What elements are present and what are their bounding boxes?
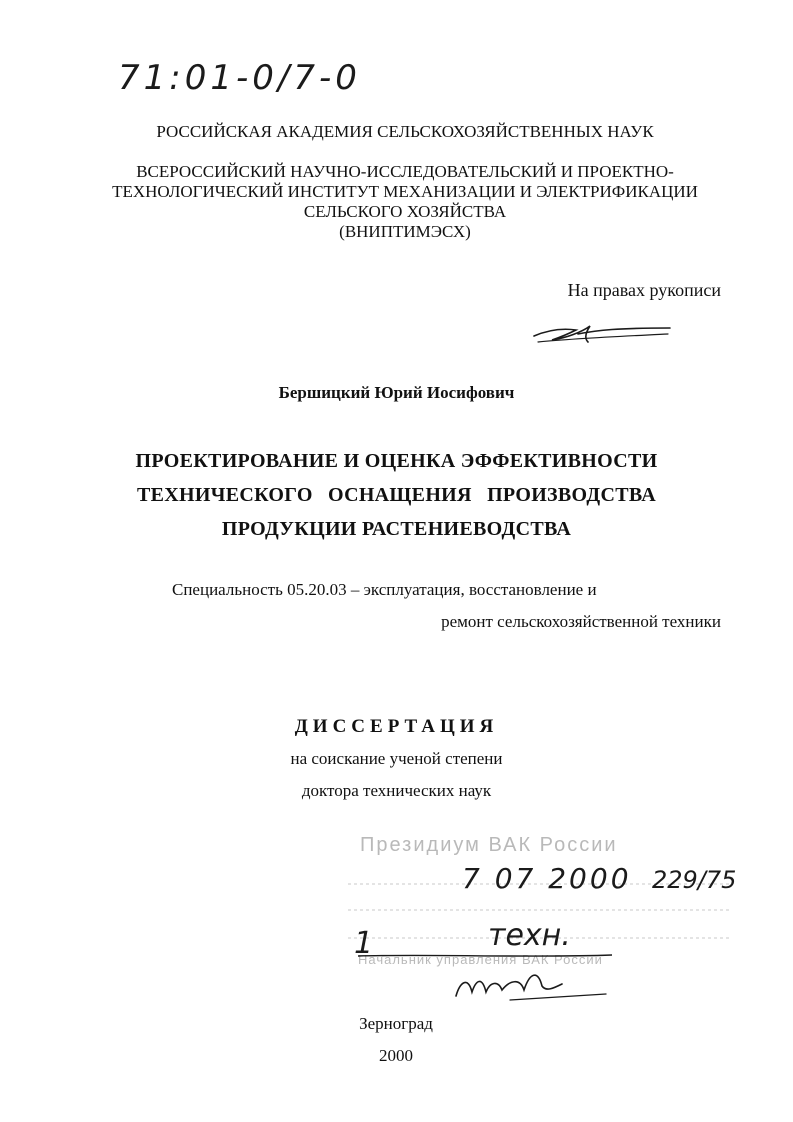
document-type: ДИССЕРТАЦИЯ	[294, 716, 499, 737]
stamp-date: 7 07 2000	[462, 862, 632, 895]
institute-line-2: ТЕХНОЛОГИЧЕСКИЙ ИНСТИТУТ МЕХАНИЗАЦИИ И ЭЛЕКТРИФИКАЦИИ	[112, 182, 698, 201]
institute-line-1: ВСЕРОССИЙСКИЙ НАУЧНО-ИССЛЕДОВАТЕЛЬСКИЙ И ПРОЕКТНО-	[136, 162, 674, 181]
specialty-line-1: Специальность 05.20.03 – эксплуатация, восстановление и	[172, 580, 597, 599]
degree-line-1: на соискание ученой степени	[290, 749, 503, 768]
year: 2000	[379, 1046, 413, 1065]
specialty-line-2: ремонт сельскохозяйственной техники	[441, 612, 721, 631]
stamp-line-1: Президиум ВАК России	[360, 834, 618, 856]
dissertation-title	[80, 444, 713, 546]
stamp-science: техн.	[488, 918, 571, 953]
stamp-number: 229/75	[652, 866, 737, 894]
signature-image	[528, 312, 678, 348]
stamp-line-4: Начальник управления ВАК России	[358, 952, 603, 967]
city: Зерноград	[359, 1014, 433, 1033]
institute-abbreviation: (ВНИПТИМЭСХ)	[339, 222, 471, 241]
registry-number: 71:01-0/7-0	[118, 58, 361, 98]
title-line-1: ПРОЕКТИРОВАНИЕ И ОЦЕНКА ЭФФЕКТИВНОСТИ	[135, 450, 658, 472]
stamp-mark: 1	[354, 926, 374, 961]
stamp-signature-image	[450, 962, 610, 1008]
institute-line-3: СЕЛЬСКОГО ХОЗЯЙСТВА	[303, 202, 507, 221]
academy-name: РОССИЙСКАЯ АКАДЕМИЯ СЕЛЬСКОХОЗЯЙСТВЕННЫХ НАУК	[156, 122, 654, 141]
author-name: Бершицкий Юрий Иосифович	[278, 383, 515, 402]
stamp-underline	[356, 950, 616, 962]
title-line-2: ТЕХНИЧЕСКОГО ОСНАЩЕНИЯ ПРОИЗВОДСТВА	[137, 484, 656, 506]
institute-block	[60, 162, 750, 242]
manuscript-rights: На правах рукописи	[567, 280, 721, 300]
degree-line-2: доктора технических наук	[301, 781, 492, 800]
title-line-3: ПРОДУКЦИИ РАСТЕНИЕВОДСТВА	[221, 518, 572, 540]
